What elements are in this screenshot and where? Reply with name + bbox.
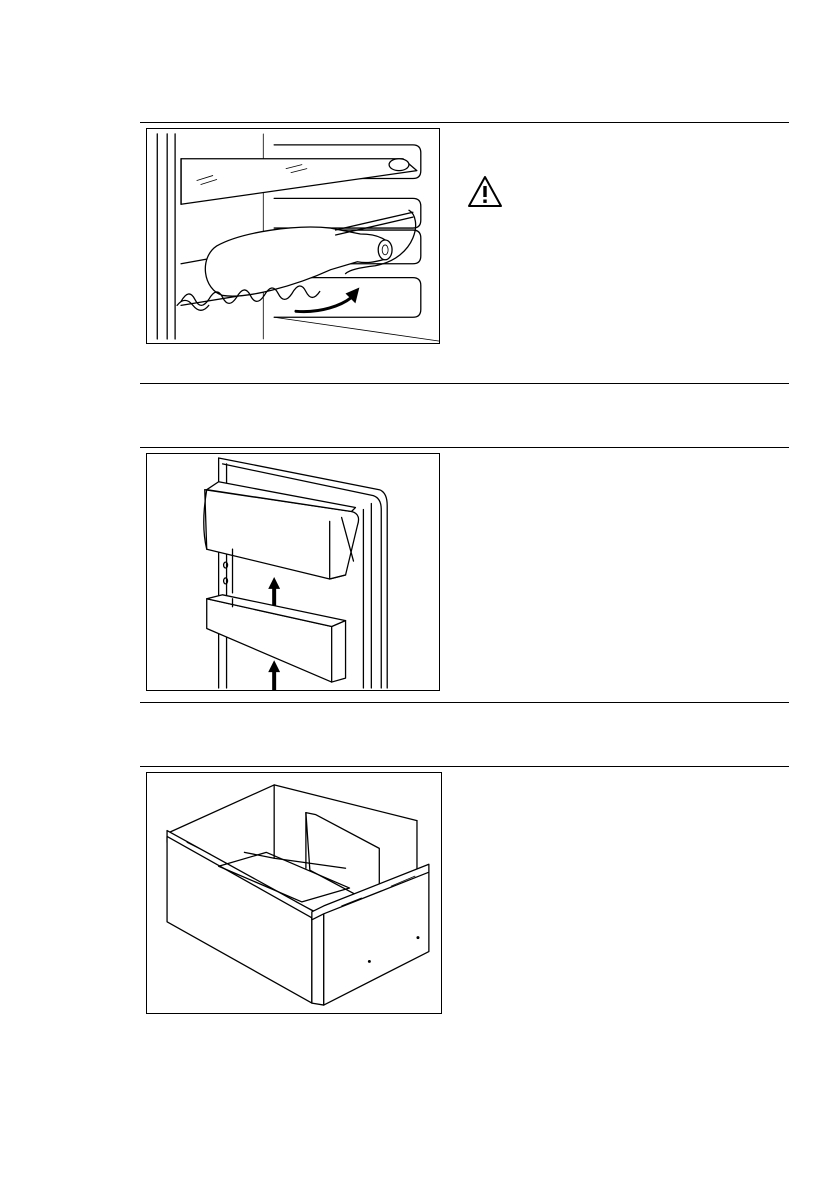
section-divider <box>140 383 789 384</box>
bottle-rack-illustration <box>146 128 440 344</box>
section-divider <box>140 447 789 448</box>
section-divider <box>140 122 789 123</box>
warning-triangle-icon <box>467 175 503 209</box>
section-divider <box>140 766 789 767</box>
section-divider <box>140 702 789 703</box>
door-balcony-illustration <box>146 453 440 691</box>
freezer-drawer-illustration <box>146 772 442 1014</box>
